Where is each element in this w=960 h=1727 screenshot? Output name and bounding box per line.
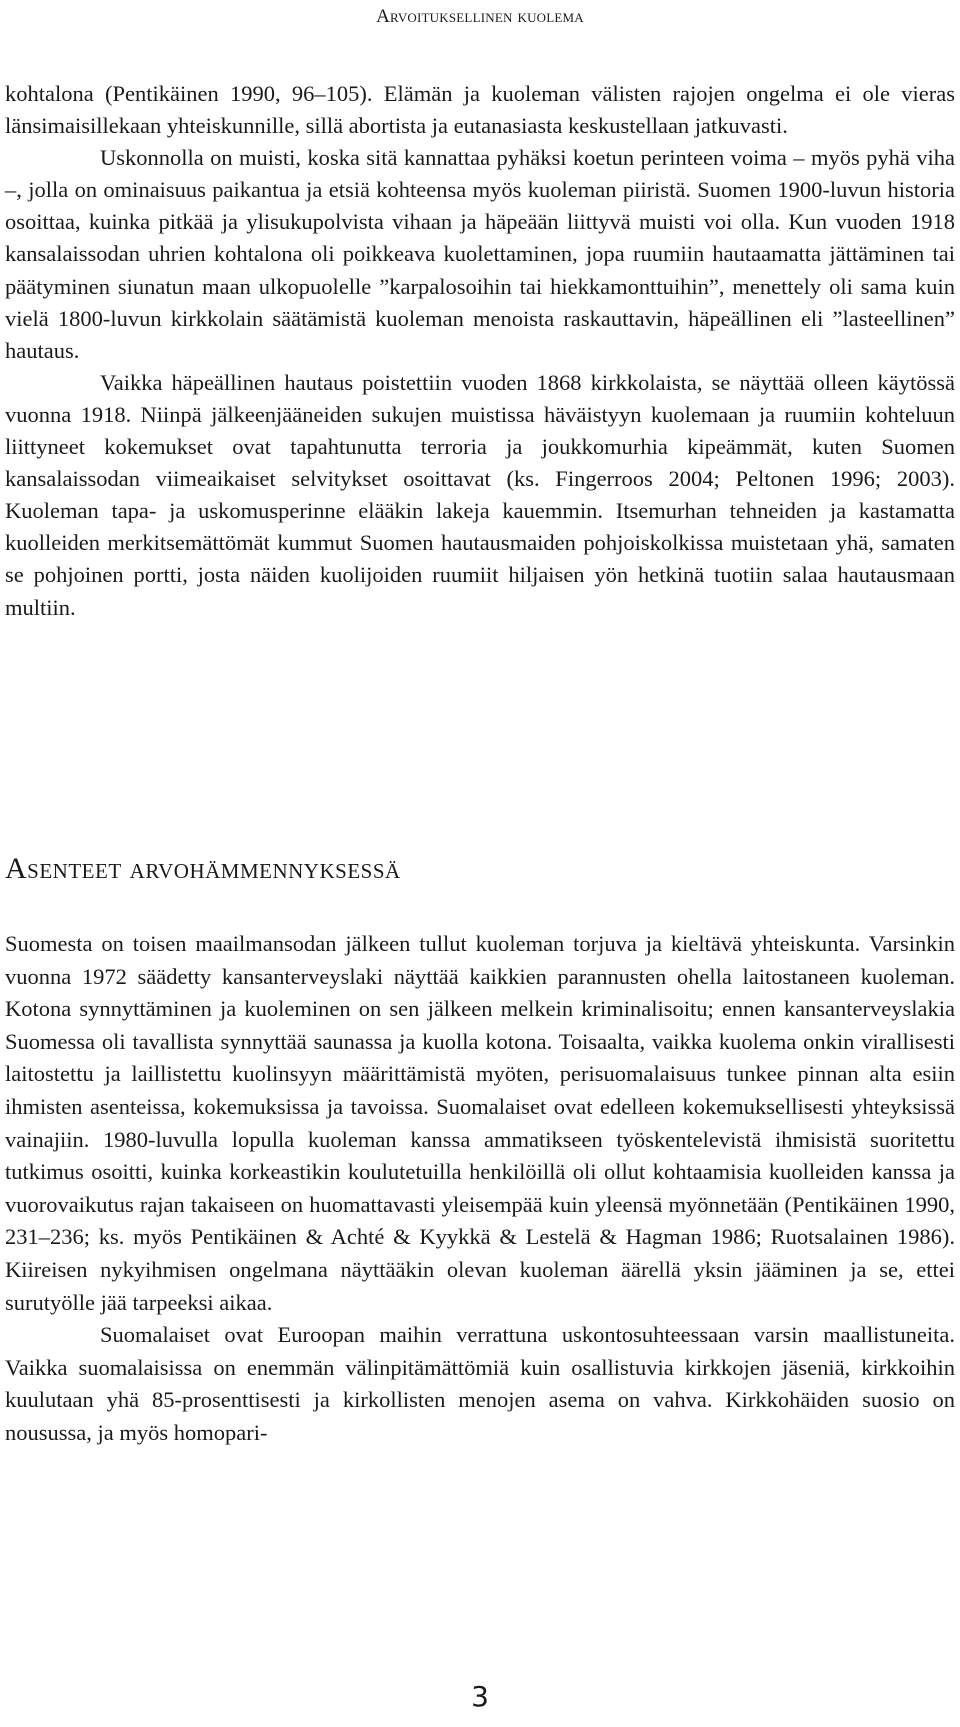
- paragraph-3: Vaikka häpeällinen hautaus poistettiin vuoden 1868 kirkkolaista, se näyttää olleen käytössä vuonna 1918. Niinpä jälkeenjääneiden sukujen muistissa häväistyyn kuolemaan ja ruumiin kohteluun liittyneet kokemukset ovat tapahtunutta terroria ja joukkomurhia kipeämmät, kuten Suomen kansalaissodan viimeaikaiset selvitykset osoittavat (ks. Fingerroos 2004; Peltonen 1996; 2003). Kuoleman tapa- ja uskomusperinne elääkin lakeja kauemmin. Itsemurhan tehneiden ja kastamatta kuolleiden merkitsemättömät kummut Suomen hautausmaiden pohjoiskolkissa muistetaan yhä, samaten se pohjoinen portti, josta näiden kuolijoiden ruumiit hiljaisen yön hetkinä tuotiin salaa hautausmaan multiin.: [5, 369, 955, 620]
- section-2-body: [5, 928, 955, 1450]
- running-head: Arvoituksellinen kuolema: [376, 6, 584, 27]
- section-title: Asenteet arvohämmennyksessä: [5, 852, 401, 885]
- paragraph-4: Suomesta on toisen maailmansodan jälkeen tullut kuoleman torjuva ja kieltävä yhteiskunta. Varsinkin vuonna 1972 säädetty kansanterveyslaki näyttää kaikkien parannusten ohella laitostaneen kuoleman. Kotona synnyttäminen ja kuoleminen on sen jälkeen melkein kriminalisoitu; ennen kansanterveyslakia Suomessa oli tavallista synnyttää saunassa ja kuolla kotona. Toisaalta, vaikka kuolema onkin virallisesti laitostettu ja laillistettu kuolinsyyn määrittämistä myöten, perisuomalaisuus tunkee pinnan alta esiin ihmisten asenteissa, kokemuksissa ja tavoissa. Suomalaiset ovat edelleen kokemuksellisesti yhteyksissä vainajiin. 1980-luvulla lopulla kuoleman kanssa ammatikseen työskentelevistä ihmisistä suoritettu tutkimus osoitti, kuinka korkeastikin koulutetuilla henkilöillä oli ollut kohtaamisia kuolleiden kanssa ja vuorovaikutus rajan takaiseen on huomattavasti yleisempää kuin yleensä myönnetään (Pentikäinen 1990, 231–236; ks. myös Pentikäinen & Achté & Kyykkä & Lestelä & Hagman 1986; Ruotsalainen 1986). Kiireisen nykyihmisen ongelmana näyttääkin olevan kuoleman äärellä yksin jääminen ja se, ettei surutyölle jää tarpeeksi aikaa.: [5, 931, 955, 1315]
- paragraph-5: Suomalaiset ovat Euroopan maihin verrattuna uskontosuhteessaan varsin maallistuneita. Vaikka suomalaisissa on enemmän välinpitämättömiä kuin osallistuvia kirkkojen jäseniä, kirkkoihin kuulutaan yhä 85-prosenttisesti ja kirkollisten menojen asema on vahva. Kirkkohäiden suosio on nousussa, ja myös homopari-: [5, 1322, 955, 1445]
- page-number: 3: [471, 1680, 489, 1713]
- paragraph-2: Uskonnolla on muisti, koska sitä kannattaa pyhäksi koetun perinteen voima – myös pyhä viha –, jolla on ominaisuus paikantua ja etsiä kohteensa myös kuoleman piiristä. Suomen 1900-luvun historia osoittaa, kuinka pitkää ja ylisukupolvista vihaan ja häpeään liittyvä muisti voi olla. Kun vuoden 1918 kansalaissodan uhrien kohtalona oli poikkeava kuolettaminen, jopa ruumiin hautaamatta jättäminen tai päätyminen siunatun maan ulkopuolelle ”karpalosoihin tai hiekkamonttuihin”, menettely oli sama kuin vielä 1800-luvun kirkkolain säätämistä kuoleman menoista raskauttavin, häpeällinen eli ”lasteellinen” hautaus.: [5, 145, 955, 363]
- paragraph-1: kohtalona (Pentikäinen 1990, 96–105). Elämän ja kuoleman välisten rajojen ongelma ei ole vieras länsimaisillekaan yhteiskunnille, sillä abortista ja eutanasiasta keskustellaan jatkuvasti.: [5, 81, 955, 139]
- section-1-body: [5, 78, 955, 624]
